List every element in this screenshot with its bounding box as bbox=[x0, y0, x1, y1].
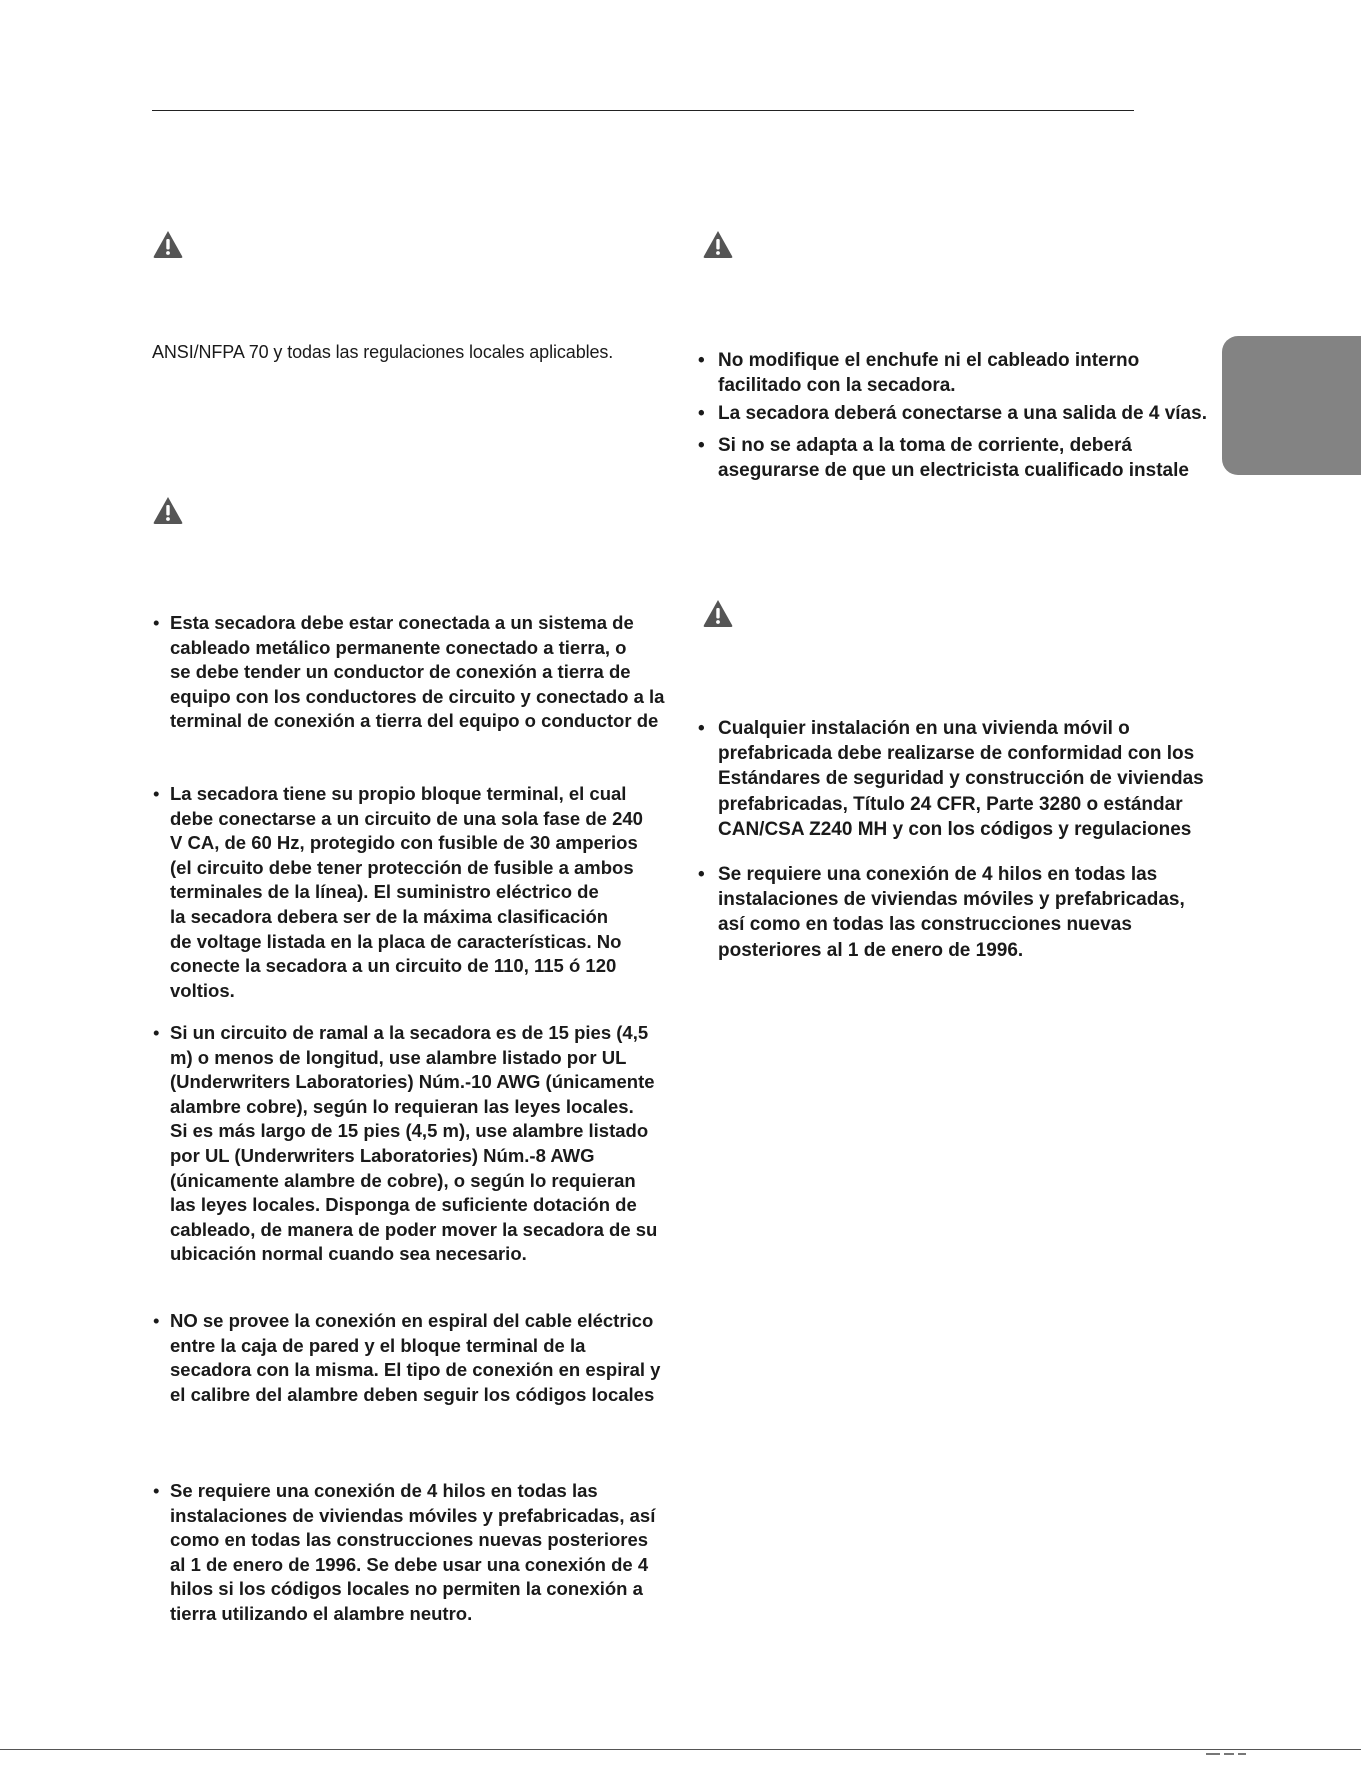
warning-icon bbox=[702, 598, 734, 628]
warning-icon bbox=[702, 229, 734, 259]
list-item: • No modifique el enchufe ni el cableado interno facilitado con la secadora. bbox=[698, 348, 1218, 398]
footer-rule bbox=[0, 1749, 1361, 1750]
list-item: • NO se provee la conexión en espiral del cable eléctrico entre la caja de pared y el bloque terminal de la secadora con la misma. El tipo de conexión en espiral y el calibre del alambre deben seguir los códigos locales bbox=[150, 1309, 660, 1407]
warning-icon bbox=[152, 229, 184, 259]
header-rule bbox=[152, 110, 1134, 111]
warning-icon bbox=[152, 495, 184, 525]
list-item: • La secadora tiene su propio bloque terminal, el cual debe conectarse a un circuito de una sola fase de 240 V CA, de 60 Hz, protegido con fusible de 30 amperios (el circuito debe tener protección de fusible a ambos terminales de la línea). El suministro eléctrico de la secadora debera ser de la máxima clasificación de voltage listada en la placa de características. No conecte la secadora a un circuito de 110, 115 ó 120 voltios. bbox=[150, 782, 660, 1003]
list-item: • Si no se adapta a la toma de corriente, deberá asegurarse de que un electricista cualificado instale bbox=[698, 433, 1218, 483]
code-reference-line: ANSI/NFPA 70 y todas las regulaciones locales aplicables. bbox=[152, 342, 614, 362]
list-item: • La secadora deberá conectarse a una salida de 4 vías. bbox=[698, 401, 1218, 426]
list-item: • Si un circuito de ramal a la secadora es de 15 pies (4,5 m) o menos de longitud, use alambre listado por UL (Underwriters Laboratories) Núm.-10 AWG (únicamente alambre cobre), según lo requieran las leyes locales. Si es más largo de 15 pies (4,5 m), use alambre listado por UL (Underwriters Laboratories) Núm.-8 AWG (únicamente alambre de cobre), o según lo requieran las leyes locales. Disponga de suficiente dotación de cableado, de manera de poder mover la secadora de su ubicación normal cuando sea necesario. bbox=[150, 1021, 660, 1267]
list-item: • Esta secadora debe estar conectada a un sistema de cableado metálico permanente conectado a tierra, o se debe tender un conductor de conexión a tierra de equipo con los conductores de circuito y conectado a la terminal de conexión a tierra del equipo o conductor de bbox=[150, 611, 660, 734]
list-item: • Cualquier instalación en una vivienda móvil o prefabricada debe realizarse de conformidad con los Estándares de seguridad y construcción de viviendas prefabricadas, Título 24 CFR, Parte 3280 o estándar CAN/CSA Z240 MH y con los códigos y regulaciones bbox=[698, 716, 1218, 842]
footer-marks bbox=[1206, 1753, 1256, 1757]
section-tab bbox=[1222, 336, 1361, 475]
list-item: • Se requiere una conexión de 4 hilos en todas las instalaciones de viviendas móviles y prefabricadas, así como en todas las construcciones nuevas posteriores al 1 de enero de 1996. Se debe usar una conexión de 4 hilos si los códigos locales no permiten la conexión a tierra utilizando el alambre neutro. bbox=[150, 1479, 660, 1627]
list-item: • Se requiere una conexión de 4 hilos en todas las instalaciones de viviendas móviles y prefabricadas, así como en todas las construcciones nuevas posteriores al 1 de enero de 1996. bbox=[698, 862, 1218, 963]
